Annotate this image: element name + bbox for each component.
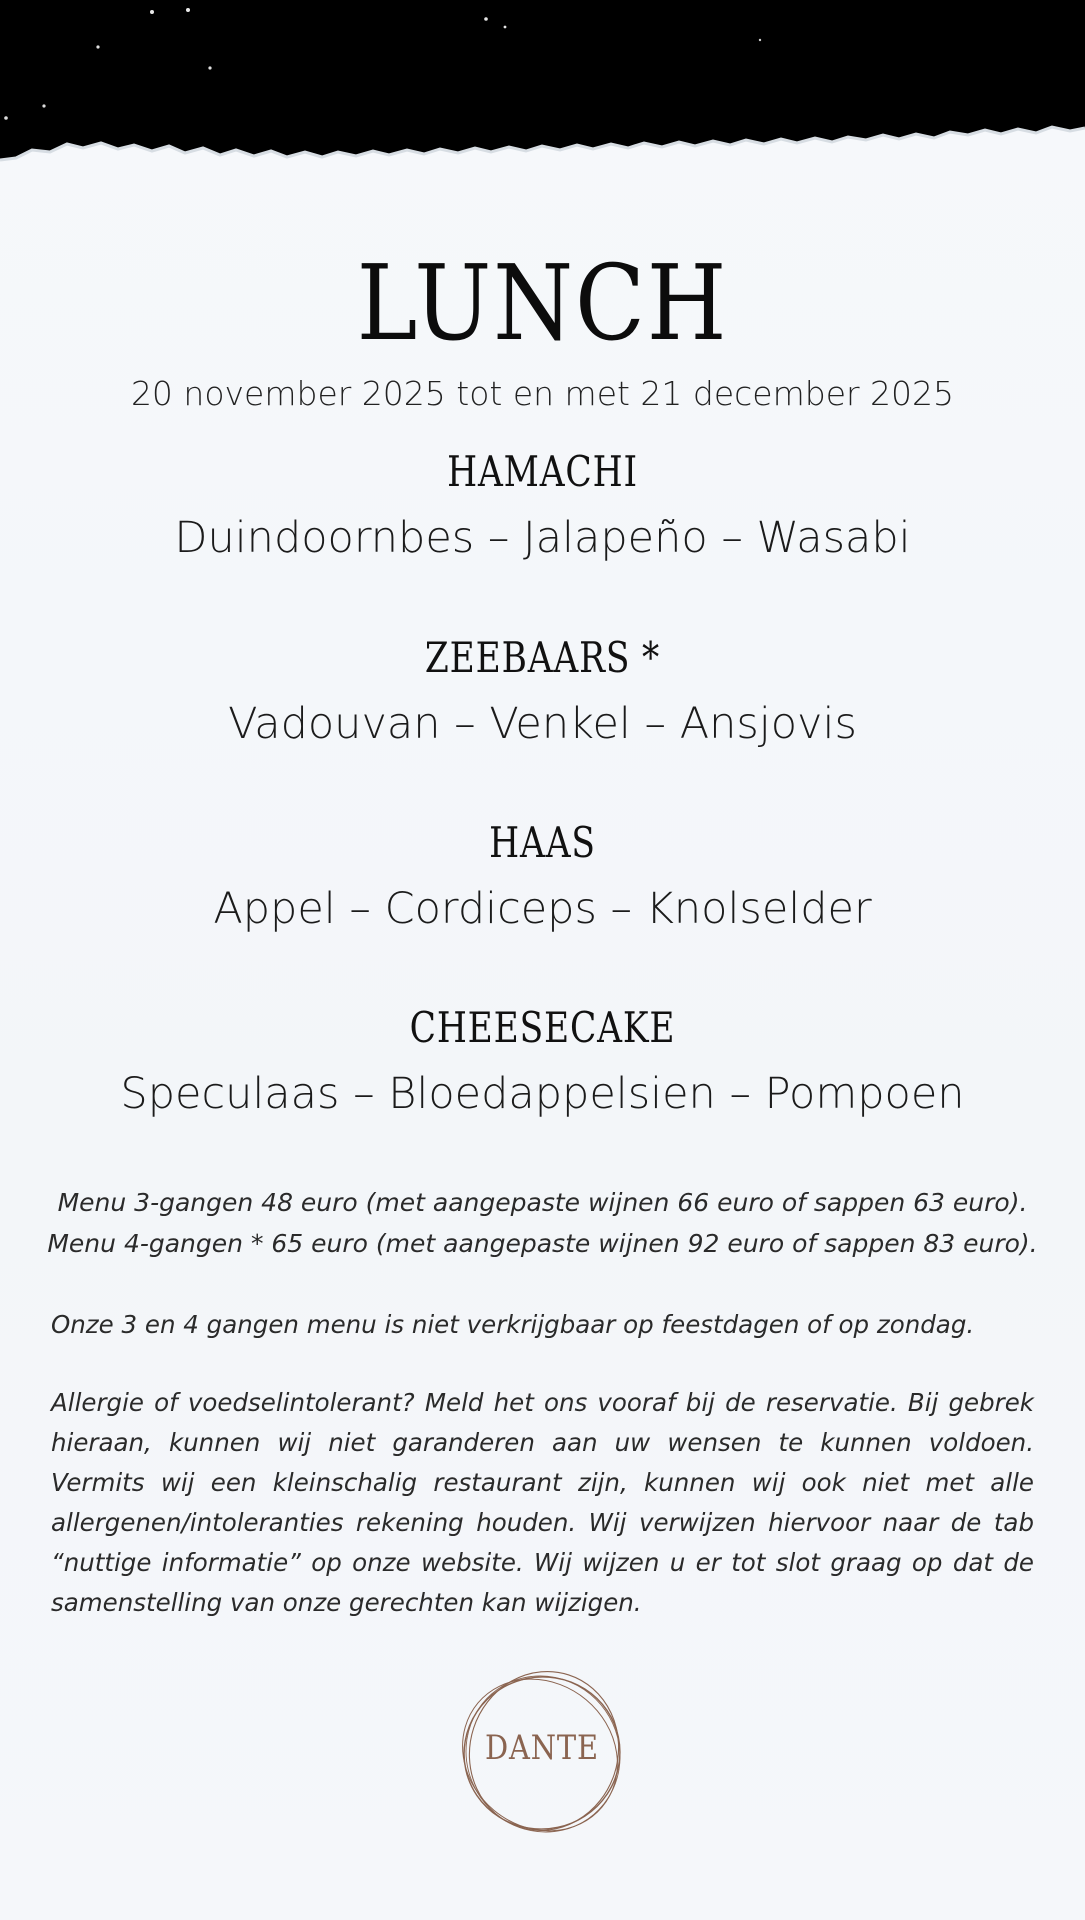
course-name: CHEESECAKE <box>409 1003 676 1052</box>
torn-paper-header <box>0 0 1085 175</box>
course-item <box>0 1002 1085 1122</box>
course-description: Vadouvan – Venkel – Ansjovis <box>228 699 857 749</box>
price-list <box>0 1182 1085 1264</box>
dante-logo <box>452 1665 632 1840</box>
course-name: HAMACHI <box>447 447 638 496</box>
course-description: Appel – Cordiceps – Knolselder <box>213 884 872 934</box>
allergy-note: Allergie of voedselintolerant? Meld het ons vooraf bij de reservatie. Bij gebrek hieraan, kunnen wij niet garanderen aan uw wensen te kunnen voldoen. Vermits wij een kleinschalig restaurant zijn, kunnen wij ook niet met alle allergenen/intoleranties rekening houden. Wij verwijzen hiervoor naar de tab “nuttige informatie” op onze website. Wij wijzen u er tot slot graag op dat de samenstelling van onze gerechten kan wijzigen. <box>51 1388 1034 1617</box>
menu-title: LUNCH <box>356 242 729 364</box>
course-name: HAAS <box>489 818 596 867</box>
availability-note: Onze 3 en 4 gangen menu is niet verkrijgbaar op feestdagen of op zondag. <box>51 1310 975 1339</box>
price-line: Menu 3-gangen 48 euro (met aangepaste wijnen 66 euro of sappen 63 euro). <box>57 1188 1028 1217</box>
course-item <box>0 817 1085 937</box>
course-item <box>0 632 1085 752</box>
price-line: Menu 4-gangen * 65 euro (met aangepaste wijnen 92 euro of sappen 83 euro). <box>47 1229 1038 1258</box>
course-description: Duindoornbes – Jalapeño – Wasabi <box>174 513 911 563</box>
logo-text: DANTE <box>485 1728 599 1768</box>
course-description: Speculaas – Bloedappelsien – Pompoen <box>120 1069 965 1119</box>
course-item <box>0 446 1085 566</box>
date-range: 20 november 2025 tot en met 21 december 2025 <box>130 374 955 413</box>
course-name: ZEEBAARS * <box>424 633 661 682</box>
